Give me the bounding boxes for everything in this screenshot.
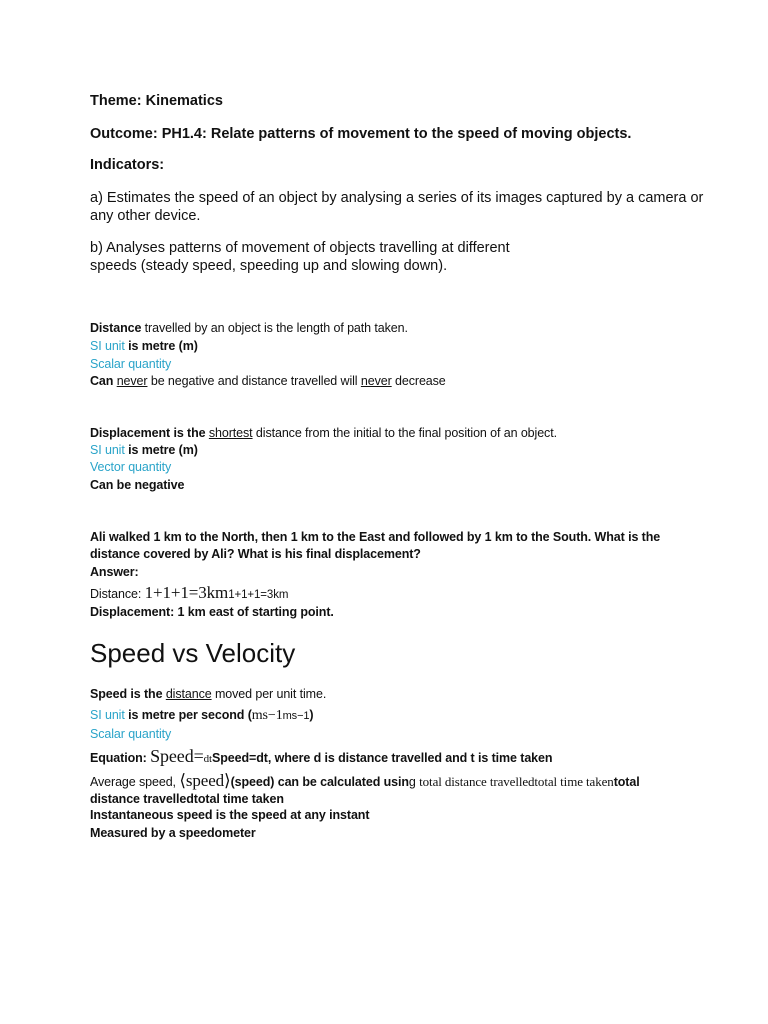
displacement-can-be-negative: Can be negative xyxy=(90,478,185,492)
si-unit-label: SI unit xyxy=(90,708,125,722)
speedometer-note: Measured by a speedometer xyxy=(90,826,256,840)
distance-never-negative: Can never be negative and distance travelled will never decrease xyxy=(90,374,446,388)
speed-equation-line: Equation: Speed=dtSpeed=dt, where d is distance travelled and t is time taken xyxy=(90,746,553,766)
theme-heading: Theme: Kinematics xyxy=(90,93,223,109)
si-unit-label: SI unit xyxy=(90,339,125,353)
speed-definition: Speed is the distance moved per unit time. xyxy=(90,687,327,701)
answer-displacement: Displacement: 1 km east of starting point. xyxy=(90,605,334,619)
indicator-a-line2: any other device. xyxy=(90,208,201,224)
question-line2: distance covered by Ali? What is his final displacement? xyxy=(90,547,421,561)
distance-equation: 1+1+1=3km xyxy=(144,583,229,602)
average-speed-symbol: ⟨speed⟩ xyxy=(179,771,231,790)
speed-equation: Speed= xyxy=(150,746,204,766)
indicator-b-line1: b) Analyses patterns of movement of objects travelling at different xyxy=(90,240,510,256)
indicator-b-line2: speeds (steady speed, speeding up and slowing down). xyxy=(90,258,448,274)
displacement-si-unit: SI unit is metre (m) xyxy=(90,443,198,457)
speed-scalar-label: Scalar quantity xyxy=(90,727,172,741)
answer-label: Answer: xyxy=(90,565,139,579)
displacement-vector-label: Vector quantity xyxy=(90,460,172,474)
indicators-heading: Indicators: xyxy=(90,157,165,173)
question-line1: Ali walked 1 km to the North, then 1 km to the East and followed by 1 km to the South. What is the xyxy=(90,530,661,544)
displacement-definition: Displacement is the shortest distance from the initial to the final position of an object. xyxy=(90,426,557,440)
answer-distance: Distance: 1+1+1=3km1+1+1=3km xyxy=(90,583,289,602)
outcome-heading: Outcome: PH1.4: Relate patterns of movement to the speed of moving objects. xyxy=(90,126,632,142)
indicator-a-line1: a) Estimates the speed of an object by analysing a series of its images captured by a camera or xyxy=(90,190,704,206)
distance-scalar-label: Scalar quantity xyxy=(90,357,172,371)
average-speed-line2: distance travelledtotal time taken xyxy=(90,792,284,806)
speed-si-unit: SI unit is metre per second (ms−1ms−1) xyxy=(90,708,314,723)
distance-definition: Distance travelled by an object is the length of path taken. xyxy=(90,321,408,335)
distance-si-unit: SI unit is metre (m) xyxy=(90,339,198,353)
average-speed-line: Average speed, ⟨speed⟩(speed) can be calculated using total distance travelledtotal time takentotal xyxy=(90,771,640,790)
instantaneous-speed: Instantaneous speed is the speed at any instant xyxy=(90,808,370,822)
section-title-speed-vs-velocity: Speed vs Velocity xyxy=(90,638,296,668)
si-unit-label: SI unit xyxy=(90,443,125,457)
